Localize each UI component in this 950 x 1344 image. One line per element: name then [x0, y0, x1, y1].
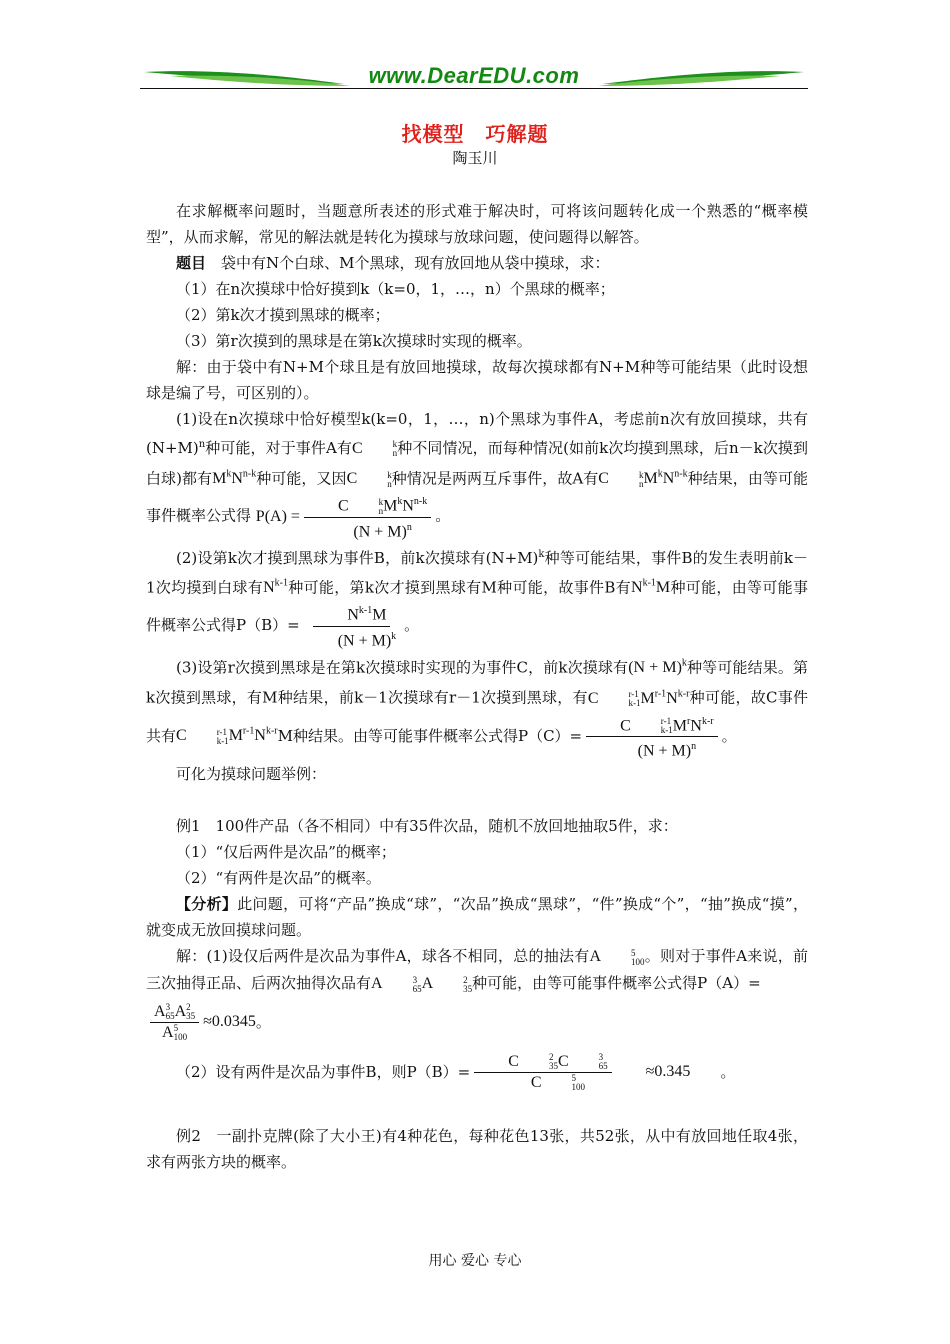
example-2: 例2 一副扑克牌(除了大小王)有4种花色，每种花色13张，共52张，从中有放回地任取4张，求有两张方块的概率。	[146, 1127, 808, 1172]
analysis-paragraph: 【分析】此问题，可将“产品”换成“球”，“次品”换成“黑球”，“件”换成“个”，“抽”换成“摸”，就变成无放回摸球问题。	[146, 895, 808, 940]
solution-intro: 解：由于袋中有N+M个球且是有放回地摸球，故每次摸球都有N+M种等可能结果（此时设想球是编了号，可区别的）。	[146, 358, 808, 402]
example-1-question-1: （1）“仅后两件是次品”的概率；	[176, 843, 396, 862]
page-footer: 用心 爱心 专心	[428, 1253, 522, 1269]
question-2: （2）第k次才摸到黑球的概率；	[176, 306, 390, 324]
solution-part-1: (1)设在n次摸球中恰好模型k(k=0，1，…，n)个黑球为事件A，考虑前n次有放回摸球，共有$(N+M)^n$种可能，对于事件A有C k n 种不同情况，而每种情况(如前k次均摸到黑球，后n－k次摸到白球)都有$M^kN^{n-k}$种可能，又因C k n 种情况是两两互斥事件，故A有C k n $M^kN^{n-k}$种结果，由等可能事件概率公式得 P(A) = C k n $M^kN^{n-k}$ $(N + M)^n$ 。	[146, 410, 808, 540]
formula-pc: C r-1 k-1 $M^rN^{k-r}$ $(N + M)^n$	[586, 712, 717, 762]
problem-text: 袋中有N个白球、M个黑球，现有放回地从袋中摸球，求：	[206, 254, 610, 272]
problem-label: 题目	[176, 254, 207, 272]
article-body	[146, 198, 808, 1175]
example-1-solution-1: 解：(1)设仅后两件是次品为事件A，球各不相同，总的抽法有A 5 100 。则对于事件A来说，前三次抽得正品、后两次抽得次品有A 3 65 A 2 35 种可能，由等可能事件概率公式得P（A）=	[146, 947, 808, 994]
site-logo-text: www.DearEDU.com	[368, 63, 580, 88]
question-3: （3）第r次摸到的黑球是在第k次摸球时实现的概率。	[176, 332, 532, 350]
example-1-formula-1: A 3 65 A 2 35 A 5 100 ≈0.0345 。	[146, 997, 808, 1047]
formula-pa: P(A) = C k n $M^kN^{n-k}$ $(N + M)^n$	[256, 508, 435, 525]
example-1: 例1 100件产品（各不相同）中有35件次品，随机不放回地抽取5件，求：	[176, 817, 678, 836]
formula-pb: $\frac{N^{k-1}M}{(N + M)^k}$	[304, 601, 400, 651]
transition-text: 可化为摸球问题举例：	[176, 765, 327, 784]
page-header	[140, 62, 808, 92]
problem-statement	[146, 250, 808, 276]
solution-part-3: (3)设第r次摸到黑球是在第k次摸球时实现的为事件C，前k次摸球有$(N + M)^k$种等可能结果。第k次摸到黑球，有M种结果，前k－1次摸球有r－1次摸到黑球，有C r-1 k-1 $M^{r-1}N^{k-r}$种可能，故C事件共有C r-1 k-1 $M^{r-1}N^{k-r}M$种结果。由等可能事件概率公式得P（C）= C r-1 k-1 $M^rN^{k-r}$ $(N + M)^n$ 。	[146, 657, 808, 760]
example-1-question-2: （2）“有两件是次品”的概率。	[176, 869, 381, 888]
analysis-label: 【分析】	[176, 895, 238, 914]
author-name: 陶玉川	[452, 149, 498, 167]
page-title: 找模型 巧解题	[401, 122, 549, 146]
solution-part-2: (2)设第k次才摸到黑球为事件B，前k次摸球有$(N+M)^k$种等可能结果，事件B的发生表明前k－1次均摸到白球有$N^{k-1}$种可能，第k次才摸到黑球有M种可能，故事件B有$N^{k-1}M$种可能，由等可能事件概率公式得P（B）= $\frac{N^{k-1}M}{(N + M)^k}$ 。	[146, 548, 808, 649]
header-rule	[140, 88, 808, 89]
question-1: （1）在n次摸球中恰好摸到k（k=0，1，…，n）个黑球的概率；	[176, 280, 615, 298]
intro-paragraph: 在求解概率问题时，当题意所表述的形式难于解决时，可将该问题转化成一个熟悉的“概率模型”，从而求解，常见的解法就是转化为摸球与放球问题，使问题得以解答。	[146, 202, 808, 246]
example-1-solution-2: （2）设有两件是次品为事件B，则P（B）= C 2 35 C 3 65 C 5 100 ≈0.345 。	[176, 1052, 736, 1093]
